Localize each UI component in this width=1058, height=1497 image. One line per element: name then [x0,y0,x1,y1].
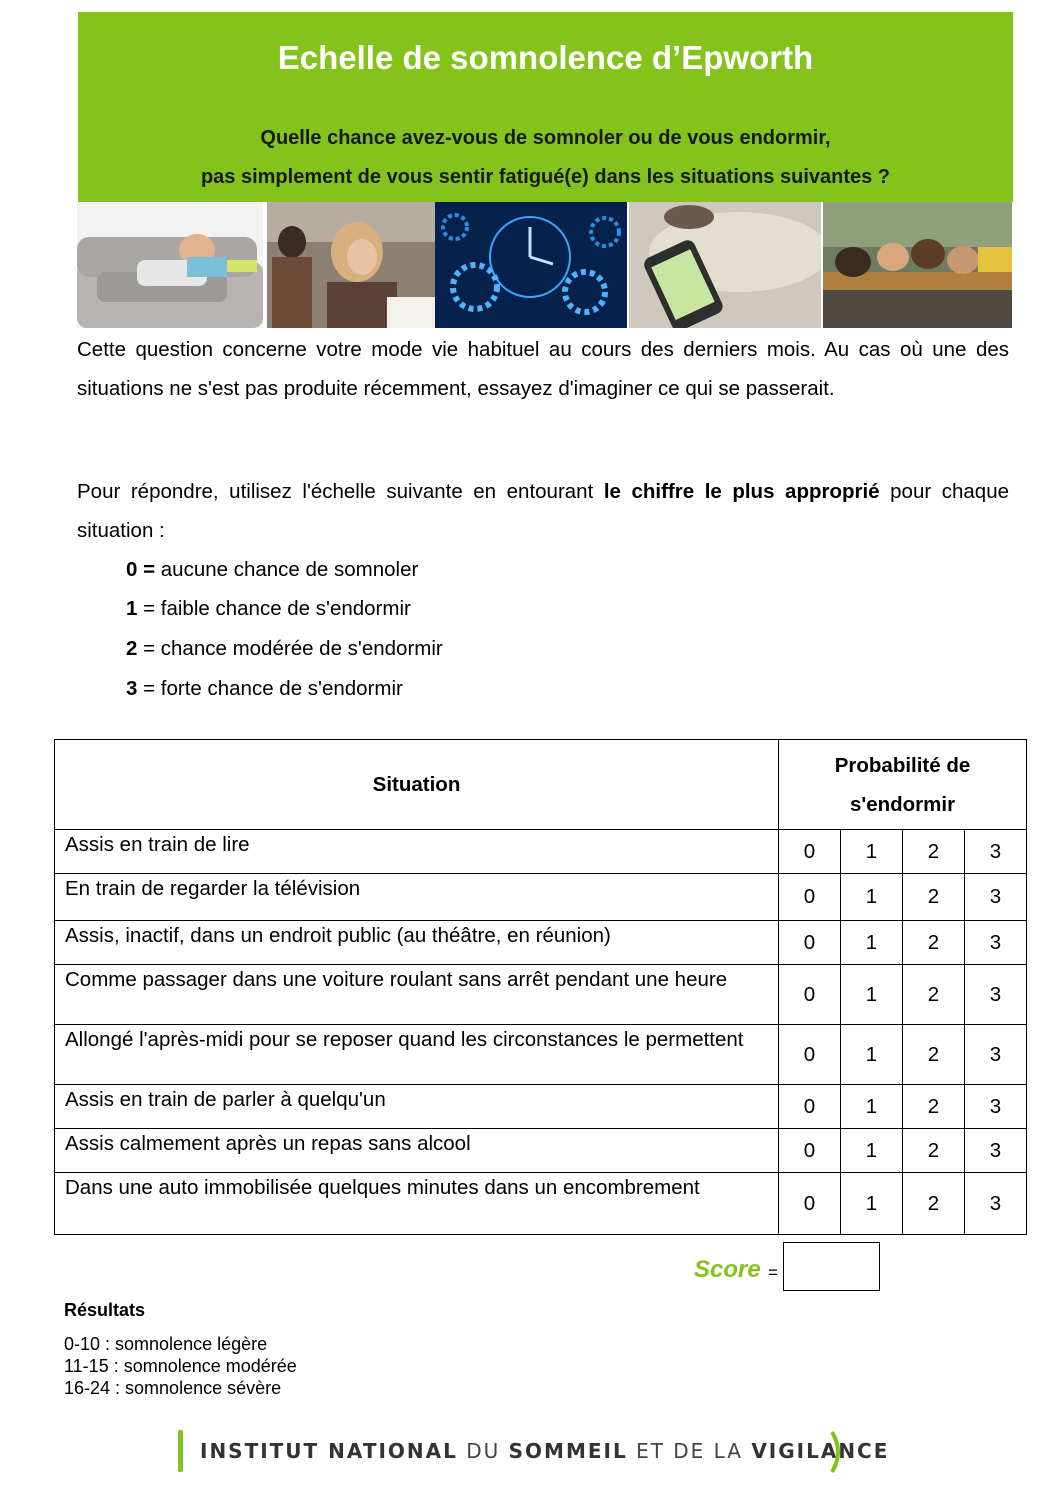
choice-1[interactable]: 1 [841,1085,903,1129]
table-row [55,1085,1027,1129]
scale-separator: = [137,597,161,620]
table-row [55,874,1027,921]
choice-3[interactable]: 3 [965,874,1027,921]
choice-2[interactable]: 2 [903,1025,965,1085]
situation-label: Assis, inactif, dans un endroit public (au théâtre, en réunion) [55,921,779,965]
choice-3[interactable]: 3 [965,1173,1027,1235]
result-line: 0-10 : somnolence légère [64,1334,268,1354]
result-line: 16-24 : somnolence sévère [64,1378,282,1398]
header-probability-line1: Probabilité de [834,753,971,777]
choice-1[interactable]: 1 [841,1173,903,1235]
choice-0[interactable]: 0 [779,830,841,874]
choice-2[interactable]: 2 [903,1129,965,1173]
situation-label: Comme passager dans une voiture roulant sans arrêt pendant une heure [55,965,779,1025]
header-banner [78,12,1013,202]
situations-table [54,739,1027,1235]
choice-1[interactable]: 1 [841,1025,903,1085]
logo-right-bracket [828,1430,848,1474]
scale-separator: = [137,637,161,660]
question-line-1: Quelle chance avez-vous de somnoler ou de vous endormir, [260,127,831,149]
scale-value: 3 [126,677,138,700]
institute-logo [178,1430,890,1474]
score-label: Score [694,1256,761,1283]
table-row [55,1129,1027,1173]
results-title: Résultats [64,1300,146,1320]
choice-2[interactable]: 2 [903,830,965,874]
choice-0[interactable]: 0 [779,874,841,921]
header-situation: Situation [55,740,779,830]
choice-3[interactable]: 3 [965,1085,1027,1129]
choice-1[interactable]: 1 [841,965,903,1025]
choice-2[interactable]: 2 [903,874,965,921]
score-input-box[interactable] [783,1242,880,1291]
situation-label: Allongé l'après-midi pour se reposer quand les circonstances le permettent [55,1025,779,1085]
logo-word: VIGILANCE [751,1439,890,1463]
header-probability-line2: s'endormir [849,792,956,816]
scale-item [126,558,418,582]
question-line-2: pas simplement de vous sentir fatigué(e) dans les situations suivantes ? [200,166,891,188]
logo-word: INSTITUT NATIONAL [200,1439,458,1463]
instructions-text: Pour répondre, utilisez l'échelle suivante en entourant [77,480,604,503]
choice-0[interactable]: 0 [779,1129,841,1173]
choice-0[interactable]: 0 [779,921,841,965]
choice-2[interactable]: 2 [903,965,965,1025]
table-row [55,965,1027,1025]
table-row [55,1025,1027,1085]
table-row [55,830,1027,874]
phone-on-bed-image [629,202,821,328]
instructions-emphasis: le chiffre le plus approprié [603,480,880,503]
logo-word: SOMMEIL [508,1439,628,1463]
choice-3[interactable]: 3 [965,1025,1027,1085]
choice-2[interactable]: 2 [903,1085,965,1129]
scale-text: aucune chance de somnoler [160,558,419,581]
situation-label: Assis calmement après un repas sans alcool [55,1129,779,1173]
choice-3[interactable]: 3 [965,965,1027,1025]
students-asleep-on-desks-image [823,202,1012,328]
choice-2[interactable]: 2 [903,921,965,965]
results-list [64,1333,297,1399]
instructions-paragraph [77,472,1009,550]
scale-separator: = [137,677,161,700]
choice-1[interactable]: 1 [841,874,903,921]
situation-label: Assis en train de lire [55,830,779,874]
scale-text: forte chance de s'endormir [160,677,403,700]
scale-item [126,637,443,661]
header-probability [779,740,1027,830]
scale-value: 0 [126,558,138,581]
scale-value: 2 [126,637,138,660]
gears-and-clock-image [435,202,627,328]
table-row [55,1173,1027,1235]
scale-text: chance modérée de s'endormir [160,637,443,660]
instructions-text-end: pour chaque situation : [77,480,1009,542]
choice-1[interactable]: 1 [841,921,903,965]
situation-label: En train de regarder la télévision [55,874,779,921]
choice-0[interactable]: 0 [779,1025,841,1085]
choice-3[interactable]: 3 [965,921,1027,965]
choice-0[interactable]: 0 [779,965,841,1025]
score-equals: = [768,1263,778,1282]
choice-3[interactable]: 3 [965,1129,1027,1173]
table-row [55,921,1027,965]
photo-strip [77,202,1012,328]
page-title: Echelle de somnolence d’Epworth [277,39,814,76]
situation-label: Dans une auto immobilisée quelques minutes dans un encombrement [55,1173,779,1235]
scale-separator: = [137,558,161,581]
situation-label: Assis en train de parler à quelqu'un [55,1085,779,1129]
choice-3[interactable]: 3 [965,830,1027,874]
choice-2[interactable]: 2 [903,1173,965,1235]
logo-left-bar [178,1430,183,1472]
logo-text [200,1439,889,1463]
logo-word: ET DE LA [636,1439,743,1463]
scale-text: faible chance de s'endormir [160,597,411,620]
choice-1[interactable]: 1 [841,1129,903,1173]
students-writing-image [267,202,435,328]
intro-paragraph: Cette question concerne votre mode vie habituel au cours des derniers mois. Au cas où une des situations ne s'est pas produite récemment, essayez d'imaginer ce qui se passerait. [77,338,1009,400]
scale-item [126,677,403,701]
result-line: 11-15 : somnolence modérée [64,1356,297,1376]
choice-0[interactable]: 0 [779,1173,841,1235]
choice-0[interactable]: 0 [779,1085,841,1129]
scale-value: 1 [126,597,138,620]
person-sleeping-on-sofa-image [77,202,263,328]
table-header-row [55,740,1027,830]
scale-item [126,597,411,621]
logo-word: DU [466,1439,501,1463]
situations-body [55,830,1027,1235]
choice-1[interactable]: 1 [841,830,903,874]
